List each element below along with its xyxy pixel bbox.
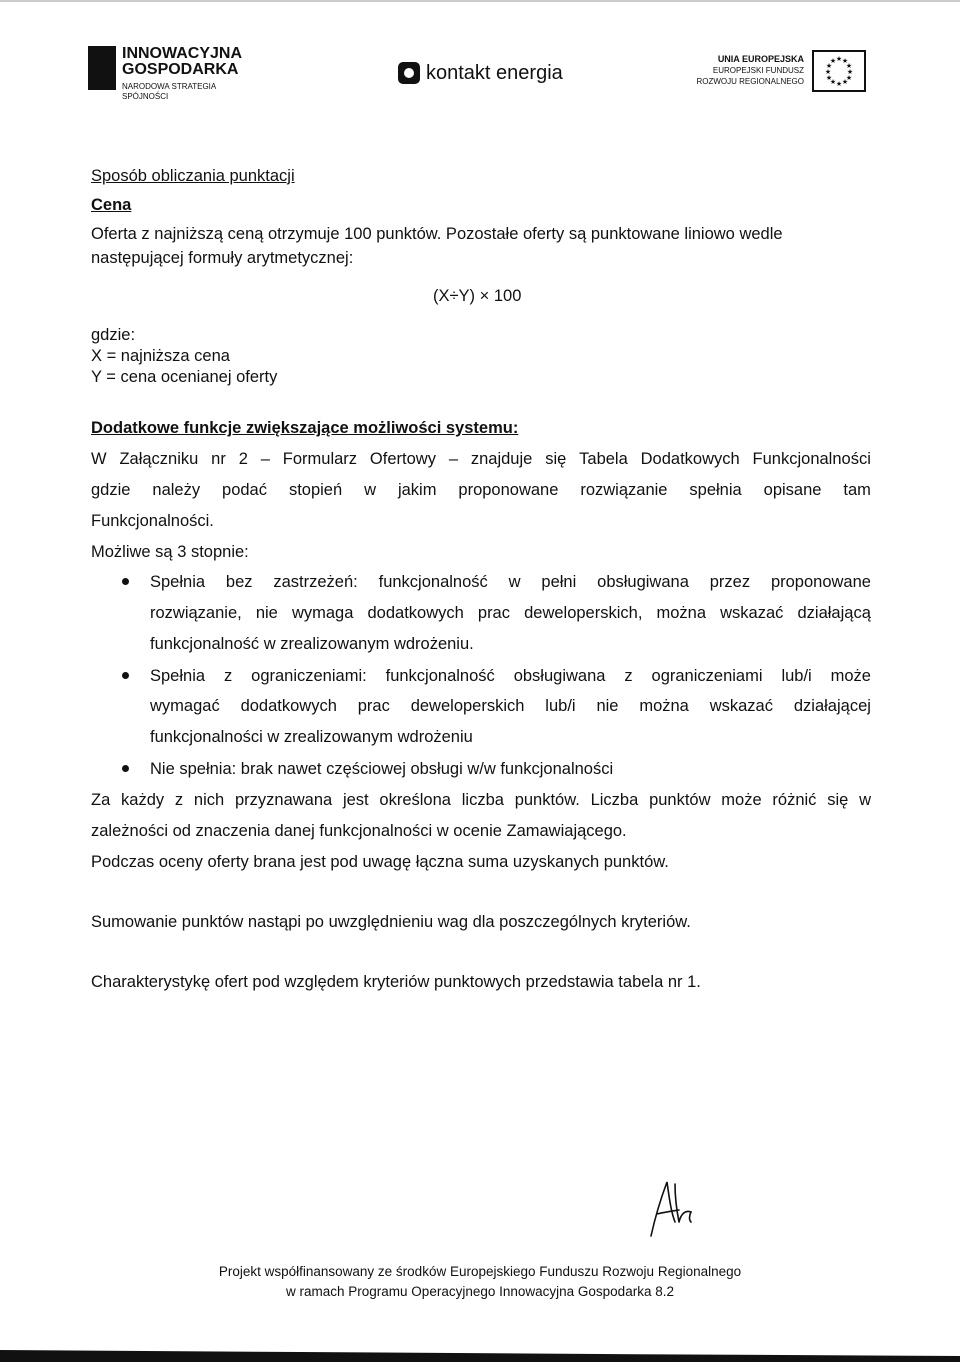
word: przez [709, 573, 751, 591]
cena-heading: Cena [91, 196, 132, 214]
word: się [545, 450, 567, 468]
word: zastrzeżeń: [273, 573, 358, 591]
word: funkcjonalność [378, 573, 488, 591]
word: pełni [541, 573, 577, 591]
word: nich [193, 791, 225, 809]
word: rozwiązanie, [150, 604, 242, 622]
word: rozwiązanie [580, 481, 668, 499]
cena-line2: następującej formuły arytmetycznej: [91, 249, 354, 267]
bullet2-line2 [150, 694, 871, 718]
formula: (X÷Y) × 100 [433, 287, 522, 305]
word: określona [379, 791, 451, 809]
svg-text:★: ★ [841, 57, 849, 65]
word: w [859, 791, 871, 809]
svg-text:★: ★ [825, 74, 833, 82]
word: się [827, 791, 849, 809]
bullet-marker [122, 672, 129, 679]
ig-logo-line2: GOSPODARKA [122, 61, 239, 78]
svg-text:★: ★ [846, 68, 854, 76]
word: Funkcjonalności [752, 450, 871, 468]
section-title: Sposób obliczania punktacji [91, 167, 295, 185]
bullet2-line1 [150, 664, 871, 688]
word: w [508, 573, 521, 591]
scan-bottom-edge [0, 1330, 960, 1362]
word: prac [357, 697, 390, 715]
word: tam [843, 481, 871, 499]
svg-text:★: ★ [845, 62, 853, 70]
word: stopień [288, 481, 343, 499]
word: Ofertowy [369, 450, 436, 468]
word: może [721, 791, 762, 809]
svg-text:★: ★ [835, 80, 843, 88]
word: nr [211, 450, 226, 468]
word: ograniczeniami: [251, 667, 367, 685]
word: prac [477, 604, 510, 622]
word: można [656, 604, 707, 622]
bullet1-line1 [150, 570, 871, 594]
word: obsługiwana [513, 667, 606, 685]
word: deweloperskich [410, 697, 525, 715]
word: obsługiwana [597, 573, 689, 591]
word: nie [596, 697, 619, 715]
word: przyznawana [234, 791, 333, 809]
word: Załączniku [119, 450, 199, 468]
y-definition: Y = cena ocenianej oferty [91, 368, 278, 386]
footer-line2: w ramach Programu Operacyjnego Innowacyjna Gospodarka 8.2 [286, 1284, 674, 1299]
paragraph1-line2 [91, 478, 871, 502]
word: wymaga [291, 604, 354, 622]
word: nie [255, 604, 278, 622]
word: Spełnia [150, 667, 206, 685]
svg-text:★: ★ [835, 55, 843, 63]
svg-text:★: ★ [845, 74, 853, 82]
cena-line1: Oferta z najniższą ceną otrzymuje 100 punktów. Pozostałe oferty są punktowane liniowo wedle [91, 225, 783, 243]
svg-text:★: ★ [829, 57, 837, 65]
word: działającej [793, 697, 871, 715]
ig-logo-line1: INNOWACYJNA [122, 45, 243, 62]
word: gdzie [91, 481, 131, 499]
eu-logo-line2: EUROPEJSKI FUNDUSZ [712, 66, 804, 75]
word: dodatkowych [367, 604, 464, 622]
svg-text:★: ★ [841, 78, 849, 86]
gdzie-label: gdzie: [91, 326, 136, 344]
word: wymagać [150, 697, 220, 715]
word: lub/i [545, 697, 576, 715]
extra-functions-heading: Dodatkowe funkcje zwiększające możliwości systemu: [91, 419, 519, 437]
paragraph1-line1 [91, 447, 871, 471]
word: W [91, 450, 107, 468]
footer-line1: Projekt współfinansowany ze środków Europejskiego Funduszu Rozwoju Regionalnego [218, 1264, 742, 1279]
word: punktów. [514, 791, 580, 809]
eu-logo-line3: ROZWOJU REGIONALNEGO [696, 77, 804, 86]
eu-logo [690, 50, 866, 96]
word: można [639, 697, 689, 715]
word: należy [152, 481, 201, 499]
word: Formularz [282, 450, 358, 468]
scan-top-edge [0, 0, 960, 2]
word: Liczba [590, 791, 639, 809]
x-definition: X = najniższa cena [91, 347, 230, 365]
word: Dodatkowych [640, 450, 740, 468]
bullet1-line2 [150, 601, 871, 625]
ig-emblem-icon [88, 46, 116, 90]
word: dodatkowych [240, 697, 337, 715]
word: wskazać [720, 604, 784, 622]
word: deweloperskich, [524, 604, 643, 622]
bullet-marker [122, 578, 129, 585]
word: Tabela [579, 450, 628, 468]
word: ograniczeniami [651, 667, 763, 685]
word: proponowane [458, 481, 559, 499]
word: – [448, 450, 458, 468]
paragraph4: Podczas oceny oferty brana jest pod uwagę łączna suma uzyskanych punktów. [91, 853, 669, 871]
word: opisane [763, 481, 822, 499]
paragraph1-line3: Funkcjonalności. [91, 512, 214, 530]
word: bez [225, 573, 253, 591]
word: z [174, 791, 184, 809]
paragraph5: Sumowanie punktów nastąpi po uwzględnieniu wag dla poszczególnych kryteriów. [91, 913, 691, 931]
eu-flag-icon [812, 50, 866, 92]
svg-text:★: ★ [825, 62, 833, 70]
innowacyjna-gospodarka-logo [88, 44, 258, 101]
handwritten-initials [645, 1178, 695, 1238]
paragraph3-line2: zależności od znaczenia danej funkcjonalności w ocenie Zamawiającego. [91, 822, 627, 840]
word: z [624, 667, 633, 685]
paragraph6: Charakterystykę ofert pod względem kryteriów punktowych przedstawia tabela nr 1. [91, 973, 701, 991]
word: każdy [121, 791, 165, 809]
bullet2-line3: funkcjonalności w zrealizowanym wdrożeniu [150, 728, 473, 746]
word: Spełnia [150, 573, 206, 591]
kontakt-energia-icon [398, 62, 420, 84]
degrees-intro: Możliwe są 3 stopnie: [91, 543, 249, 561]
word: może [830, 667, 871, 685]
word: spełnia [689, 481, 742, 499]
word: wskazać [709, 697, 773, 715]
word: z [223, 667, 233, 685]
word: różnić [772, 791, 817, 809]
bullet1-line3: funkcjonalność w zrealizowanym wdrożeniu. [150, 635, 474, 653]
word: jest [342, 791, 369, 809]
word: punktów [649, 791, 711, 809]
ig-logo-line3: NARODOWA STRATEGIA SPÓJNOŚCI [122, 82, 216, 101]
word: liczba [461, 791, 504, 809]
word: w [364, 481, 377, 499]
bullet-marker [122, 765, 129, 772]
word: działającą [797, 604, 871, 622]
word: znajduje [470, 450, 533, 468]
word: funkcjonalność [385, 667, 495, 685]
eu-logo-line1: UNIA EUROPEJSKA [717, 54, 804, 64]
svg-text:★: ★ [824, 68, 832, 76]
word: jakim [397, 481, 437, 499]
word: Za [91, 791, 111, 809]
word: – [260, 450, 270, 468]
bullet3-line: Nie spełnia: brak nawet częściowej obsługi w/w funkcjonalności [150, 760, 614, 778]
word: lub/i [781, 667, 812, 685]
word: proponowane [770, 573, 871, 591]
paragraph3-line1 [91, 788, 871, 812]
kontakt-energia-label: kontakt energia [426, 62, 563, 84]
svg-text:★: ★ [829, 78, 837, 86]
word: 2 [238, 450, 248, 468]
word: podać [222, 481, 267, 499]
